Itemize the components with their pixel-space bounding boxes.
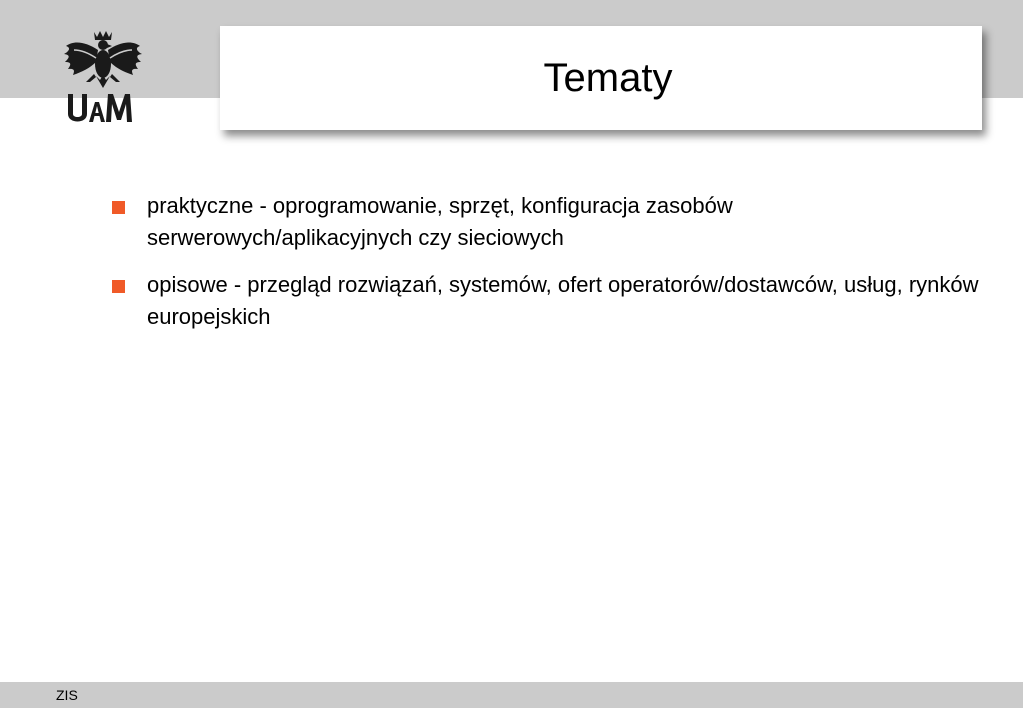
square-bullet-icon [112, 280, 125, 293]
bullet-text: opisowe - przegląd rozwiązań, systemów, ofert operatorów/dostawców, usług, rynków europejskich [147, 272, 979, 329]
bullet-list [110, 190, 990, 348]
footer-band [0, 682, 1023, 708]
uam-logo [56, 28, 150, 126]
list-item [110, 269, 990, 333]
footer-label: ZIS [56, 687, 78, 703]
title-box [220, 26, 982, 130]
bullet-text: praktyczne - oprogramowanie, sprzęt, konfiguracja zasobów serwerowych/aplikacyjnych czy sieciowych [147, 193, 733, 250]
list-item [110, 190, 990, 254]
square-bullet-icon [112, 201, 125, 214]
page-title: Tematy [543, 55, 673, 100]
eagle-icon [56, 28, 150, 126]
